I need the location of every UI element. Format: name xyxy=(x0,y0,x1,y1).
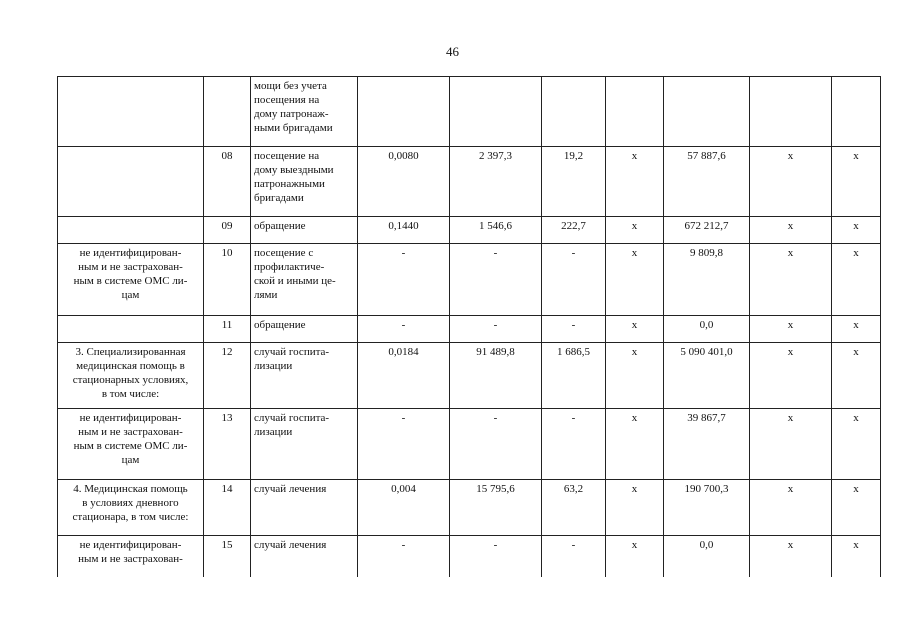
value-cell: - xyxy=(358,316,450,343)
unit-cell xyxy=(251,343,358,409)
unit-cell xyxy=(251,217,358,244)
table-row xyxy=(58,343,881,409)
category-cell xyxy=(58,77,204,147)
value-cell: х xyxy=(750,217,832,244)
value-cell: 0,0 xyxy=(664,316,750,343)
category-cell xyxy=(58,147,204,217)
category-cell xyxy=(58,244,204,316)
value-cell: х xyxy=(750,536,832,577)
value-cell xyxy=(542,77,606,147)
category-line: ным и не застрахован- xyxy=(78,553,183,565)
value-cell: - xyxy=(542,409,606,480)
value-cell: х xyxy=(750,316,832,343)
unit-line: обращение xyxy=(254,319,306,331)
table-row xyxy=(58,316,881,343)
value-cell xyxy=(358,77,450,147)
unit-line: случай госпита- xyxy=(254,346,330,358)
category-line: ным и не застрахован- xyxy=(78,261,183,273)
unit-line: ской и иными це- xyxy=(254,275,336,287)
value-cell: - xyxy=(450,244,542,316)
category-line: стационарных условиях, xyxy=(72,374,189,386)
page-number: 46 xyxy=(446,44,459,59)
value-cell: 1 546,6 xyxy=(450,217,542,244)
value-cell: - xyxy=(450,409,542,480)
value-cell: 2 397,3 xyxy=(450,147,542,217)
tariff-table xyxy=(57,76,881,577)
unit-cell xyxy=(251,244,358,316)
unit-line: лями xyxy=(254,289,278,301)
value-cell: 91 489,8 xyxy=(450,343,542,409)
value-cell: х xyxy=(832,316,881,343)
value-cell: 0,004 xyxy=(358,480,450,536)
unit-line: лизации xyxy=(254,426,293,438)
category-cell xyxy=(58,343,204,409)
category-cell xyxy=(58,217,204,244)
row-number-cell xyxy=(204,77,251,147)
value-cell: 19,2 xyxy=(542,147,606,217)
value-cell: - xyxy=(542,316,606,343)
value-cell: х xyxy=(832,217,881,244)
unit-cell xyxy=(251,316,358,343)
category-line: 3. Специализированная xyxy=(75,346,186,358)
unit-line: посещение с xyxy=(254,247,314,259)
value-cell: 672 212,7 xyxy=(664,217,750,244)
row-number-cell: 14 xyxy=(204,480,251,536)
value-cell xyxy=(832,77,881,147)
value-cell: 0,0184 xyxy=(358,343,450,409)
category-line: 4. Медицинская помощь xyxy=(73,483,188,495)
category-line: стационара, в том числе: xyxy=(72,511,189,523)
category-cell xyxy=(58,536,204,577)
table-row xyxy=(58,480,881,536)
table-row xyxy=(58,77,881,147)
value-cell: 57 887,6 xyxy=(664,147,750,217)
value-cell: - xyxy=(542,244,606,316)
row-number-cell: 09 xyxy=(204,217,251,244)
unit-line: патронажными xyxy=(254,178,325,190)
category-cell xyxy=(58,409,204,480)
table-row xyxy=(58,217,881,244)
value-cell: - xyxy=(358,536,450,577)
row-number-cell: 08 xyxy=(204,147,251,217)
value-cell: - xyxy=(450,316,542,343)
value-cell: - xyxy=(542,536,606,577)
unit-line: обращение xyxy=(254,220,306,232)
value-cell: х xyxy=(606,480,664,536)
value-cell xyxy=(750,77,832,147)
value-cell: 1 686,5 xyxy=(542,343,606,409)
value-cell: 39 867,7 xyxy=(664,409,750,480)
unit-line: ными бригадами xyxy=(254,122,333,134)
category-line: ным в системе ОМС ли- xyxy=(73,440,188,452)
category-line: ным и не застрахован- xyxy=(78,426,183,438)
table-row xyxy=(58,147,881,217)
unit-line: лизации xyxy=(254,360,293,372)
unit-line: посещение на xyxy=(254,150,320,162)
unit-cell xyxy=(251,536,358,577)
value-cell: 9 809,8 xyxy=(664,244,750,316)
row-number-cell: 10 xyxy=(204,244,251,316)
category-line: цам xyxy=(121,289,140,301)
unit-cell xyxy=(251,147,358,217)
row-number-cell: 12 xyxy=(204,343,251,409)
value-cell: х xyxy=(750,244,832,316)
value-cell: х xyxy=(832,147,881,217)
value-cell: - xyxy=(358,409,450,480)
row-number-cell: 11 xyxy=(204,316,251,343)
value-cell: 222,7 xyxy=(542,217,606,244)
table-row xyxy=(58,409,881,480)
unit-line: случай лечения xyxy=(254,483,327,495)
value-cell: х xyxy=(832,409,881,480)
value-cell: 63,2 xyxy=(542,480,606,536)
table-row xyxy=(58,244,881,316)
value-cell: 0,1440 xyxy=(358,217,450,244)
value-cell: 0,0 xyxy=(664,536,750,577)
row-number-cell: 13 xyxy=(204,409,251,480)
value-cell: - xyxy=(450,536,542,577)
category-line: не идентифицирован- xyxy=(79,539,182,551)
unit-line: мощи без учета xyxy=(254,80,327,92)
value-cell: 0,0080 xyxy=(358,147,450,217)
category-cell xyxy=(58,316,204,343)
category-line: не идентифицирован- xyxy=(79,412,182,424)
value-cell: х xyxy=(606,244,664,316)
category-line: в условиях дневного xyxy=(82,497,179,509)
value-cell: х xyxy=(606,316,664,343)
category-line: в том числе: xyxy=(101,388,160,400)
value-cell: х xyxy=(750,147,832,217)
value-cell: х xyxy=(750,343,832,409)
value-cell: 5 090 401,0 xyxy=(664,343,750,409)
category-line: медицинская помощь в xyxy=(76,360,185,372)
value-cell: х xyxy=(750,480,832,536)
table-body xyxy=(58,77,881,577)
category-line: цам xyxy=(121,454,140,466)
row-number-cell: 15 xyxy=(204,536,251,577)
value-cell: х xyxy=(832,480,881,536)
value-cell: 190 700,3 xyxy=(664,480,750,536)
unit-line: дому выездными xyxy=(254,164,334,176)
unit-line: случай госпита- xyxy=(254,412,330,424)
unit-cell xyxy=(251,77,358,147)
category-line: не идентифицирован- xyxy=(79,247,182,259)
unit-cell xyxy=(251,480,358,536)
value-cell xyxy=(606,77,664,147)
unit-cell xyxy=(251,409,358,480)
value-cell: х xyxy=(750,409,832,480)
category-line: ным в системе ОМС ли- xyxy=(73,275,188,287)
unit-line: бригадами xyxy=(254,192,304,204)
unit-line: случай лечения xyxy=(254,539,327,551)
value-cell xyxy=(450,77,542,147)
category-cell xyxy=(58,480,204,536)
value-cell: х xyxy=(606,217,664,244)
value-cell: 15 795,6 xyxy=(450,480,542,536)
value-cell: - xyxy=(358,244,450,316)
unit-line: посещения на xyxy=(254,94,320,106)
unit-line: профилактиче- xyxy=(254,261,325,273)
value-cell: х xyxy=(832,244,881,316)
value-cell: х xyxy=(606,343,664,409)
value-cell: х xyxy=(606,409,664,480)
value-cell: х xyxy=(832,536,881,577)
value-cell: х xyxy=(606,536,664,577)
value-cell: х xyxy=(832,343,881,409)
table-row xyxy=(58,536,881,577)
value-cell: х xyxy=(606,147,664,217)
unit-line: дому патронаж- xyxy=(254,108,329,120)
value-cell xyxy=(664,77,750,147)
